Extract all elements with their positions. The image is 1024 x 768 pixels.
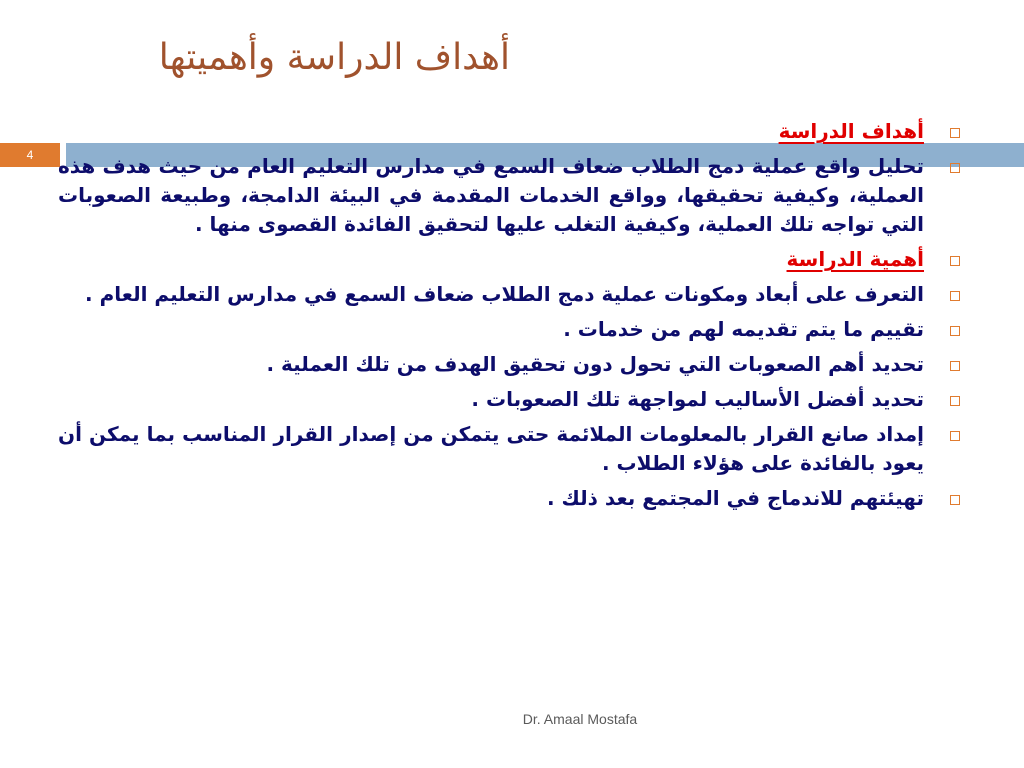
list-item <box>58 152 964 239</box>
square-bullet-icon <box>950 326 960 336</box>
list-item-text: تهيئتهم للاندماج في المجتمع بعد ذلك . <box>546 486 924 510</box>
square-bullet-icon <box>950 495 960 505</box>
list-item-text: تحليل واقع عملية دمج الطلاب ضعاف السمع في مدارس التعليم العام من حيث هدف هذه العملية، وكيفية تحقيقها، وواقع الخدمات المقدمة في البيئة الدامجة، وطبيعة الصعوبات التي تواجه تلك العملية، وكيفية التغلب عليها لتحقيق الفائدة القصوى منها . <box>58 154 924 236</box>
list-item <box>58 280 964 309</box>
square-bullet-icon <box>950 431 960 441</box>
square-bullet-icon <box>950 361 960 371</box>
list-item <box>58 420 964 478</box>
square-bullet-icon <box>950 163 960 173</box>
square-bullet-icon <box>950 291 960 301</box>
list-item-text: أهداف الدراسة <box>778 119 924 143</box>
list-item <box>58 350 964 379</box>
list-item-text: التعرف على أبعاد ومكونات عملية دمج الطلاب ضعاف السمع في مدارس التعليم العام . <box>85 282 924 306</box>
slide-number-badge: 4 <box>0 143 60 167</box>
square-bullet-icon <box>950 396 960 406</box>
list-item-text: تحديد أهم الصعوبات التي تحول دون تحقيق الهدف من تلك العملية . <box>266 352 924 376</box>
list-item-text: تقييم ما يتم تقديمه لهم من خدمات . <box>563 317 924 341</box>
list-item <box>58 385 964 414</box>
list-item-text: تحديد أفضل الأساليب لمواجهة تلك الصعوبات . <box>471 387 924 411</box>
list-item <box>58 245 964 274</box>
list-item-text: أهمية الدراسة <box>786 247 924 271</box>
list-item <box>58 484 964 513</box>
list-item <box>58 315 964 344</box>
square-bullet-icon <box>950 256 960 266</box>
bullet-list <box>58 117 964 519</box>
list-item-text: إمداد صانع القرار بالمعلومات الملائمة حتى يتمكن من إصدار القرار المناسب بما يمكن أن يعود بالفائدة على هؤلاء الطلاب . <box>58 422 924 475</box>
slide-title: أهداف الدراسة وأهميتها <box>158 37 510 78</box>
footer-author: Dr. Amaal Mostafa <box>522 711 638 727</box>
square-bullet-icon <box>950 128 960 138</box>
list-item <box>58 117 964 146</box>
